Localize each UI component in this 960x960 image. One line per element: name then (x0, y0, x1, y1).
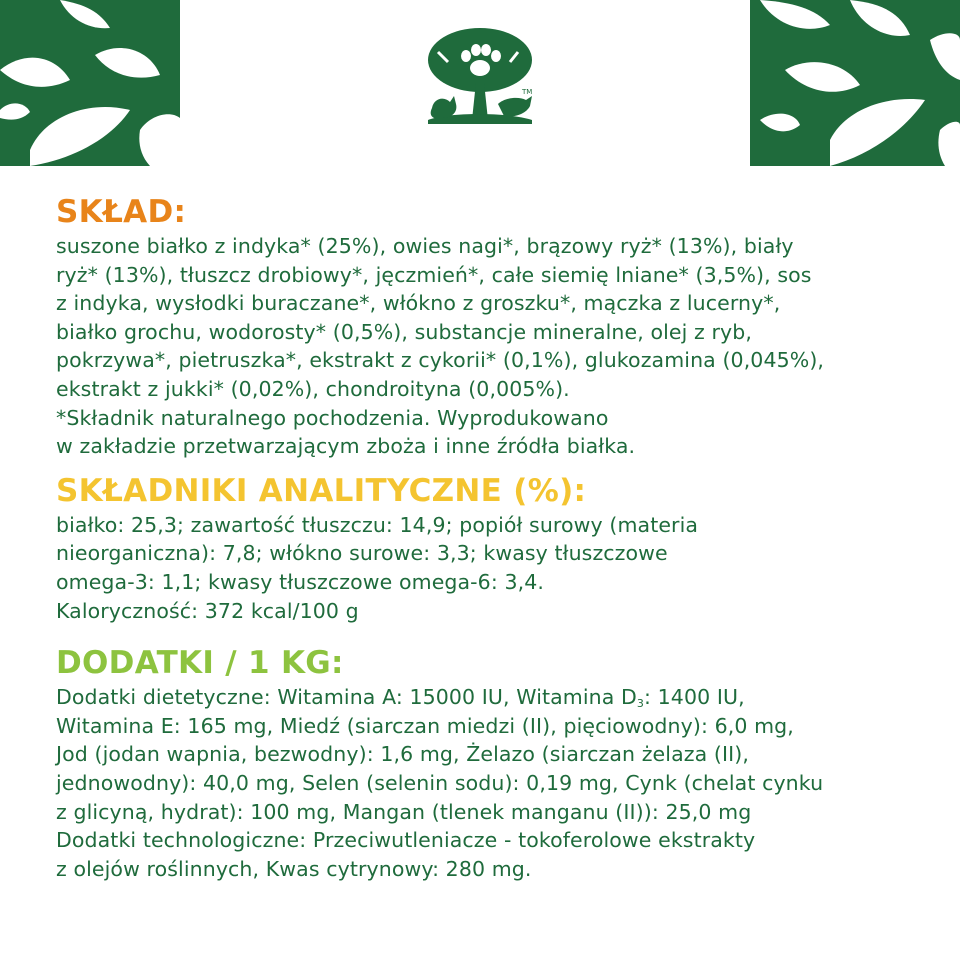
analityczne-line: nieorganiczna): 7,8; włókno surowe: 3,3; kwasy tłuszczowe (56, 541, 668, 566)
dodatki-line: Jod (jodan wapnia, bezwodny): 1,6 mg, Żelazo (siarczan żelaza (II), (56, 742, 749, 767)
sklad-line: *Składnik naturalnego pochodzenia. Wyprodukowano (56, 405, 609, 430)
analityczne-line: omega-3: 1,1; kwasy tłuszczowe omega-6: 3,4. (56, 569, 544, 594)
analityczne-text (56, 511, 936, 625)
dodatki-line: z glicyną, hydrat): 100 mg, Mangan (tlenek manganu (II)): 25,0 mg (56, 799, 752, 824)
sklad-line: w zakładzie przetwarzającym zboża i inne źródła białka. (56, 434, 636, 459)
header-banner (0, 0, 960, 166)
analityczne-title: SKŁADNIKI ANALITYCZNE (%): (56, 472, 587, 509)
dodatki-line: jednowodny): 40,0 mg, Selen (selenin sodu): 0,19 mg, Cynk (chelat cynku (56, 770, 824, 795)
sklad-line: białko grochu, wodorosty* (0,5%), substancje mineralne, olej z ryb, (56, 319, 753, 344)
analityczne-line: Kaloryczność: 372 kcal/100 g (56, 598, 359, 623)
product-info-content (56, 192, 936, 883)
dodatki-line (56, 683, 936, 712)
dodatki-line1-post: : 1400 IU, (644, 685, 745, 710)
sklad-line: suszone białko z indyka* (25%), owies nagi*, brązowy ryż* (13%), biały (56, 234, 794, 258)
sklad-title: SKŁAD: (56, 194, 187, 230)
dodatki-line: Witamina E: 165 mg, Miedź (siarczan miedzi (II), pięciowodny): 6,0 mg, (56, 713, 794, 738)
dodatki-text (56, 683, 936, 883)
sklad-line: pokrzywa*, pietruszka*, ekstrakt z cykorii* (0,1%), glukozamina (0,045%), (56, 348, 825, 373)
sklad-text (56, 232, 936, 461)
sklad-line: ryż* (13%), tłuszcz drobiowy*, jęczmień*, całe siemię lniane* (3,5%), sos (56, 262, 812, 287)
dodatki-title: DODATKI / 1 KG: (56, 645, 344, 682)
dodatki-line: z olejów roślinnych, Kwas cytrynowy: 280 mg. (56, 856, 532, 881)
dodatki-line1-pre: Dodatki dietetyczne: Witamina A: 15000 IU, Witamina D (56, 685, 637, 710)
trademark-label: TM (522, 88, 533, 96)
dodatki-line: Dodatki technologiczne: Przeciwutleniacze - tokoferolowe ekstrakty (56, 828, 756, 853)
sklad-line: ekstrakt z jukki* (0,02%), chondroityna (0,005%). (56, 376, 570, 401)
tree-with-paw-cat-dog-logo-icon (418, 22, 542, 130)
sklad-line: z indyka, wysłodki buraczane*, włókno z groszku*, mączka z lucerny*, (56, 291, 781, 316)
analityczne-line: białko: 25,3; zawartość tłuszczu: 14,9; popiół surowy (materia (56, 512, 699, 537)
vitamin-d-subscript: 3 (636, 697, 645, 711)
